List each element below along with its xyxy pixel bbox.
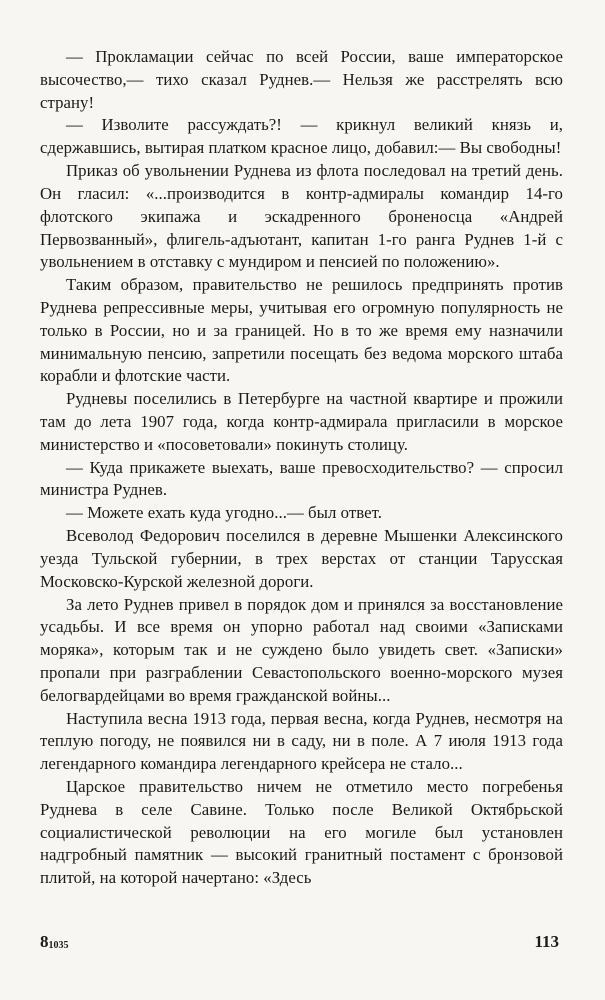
paragraph-10: Наступила весна 1913 года, первая весна, когда Руднев, несмотря на теплую погоду, не появился ни в саду, ни в поле. А 7 июля 1913 года легендарного командира легендарного крейсера не стало... [40,708,563,774]
paragraph-6: — Куда прикажете выехать, ваше превосходительство? — спросил министра Руднев. [40,457,563,500]
printer-signature [40,932,69,952]
paragraph-3: Приказ об увольнении Руднева из флота последовал на третий день. Он гласил: «...производится в контр-адмиралы командир 14-го флотского экипажа и эскадренного броненосца «Андрей Первозванный», флигель-адъютант, капитан 1-го ранга Руднев 1-й с увольнением в отставку с мундиром и пенсией по положению». [40,161,563,272]
paragraph-5: Рудневы поселились в Петербурге на частной квартире и прожили там до лета 1907 года, когда контр-адмирала пригласили в морское министерство и «посоветовали» покинуть столицу. [40,389,563,454]
page-number: 113 [534,932,559,951]
paragraph-11: Царское правительство ничем не отметило место погребенья Руднева в селе Савине. Только после Великой Октябрьской социалистической революции на его могиле был установлен надгробный памятник — высокий гранитный постамент с бронзовой плитой, на которой начертано: «Здесь [40,777,563,888]
paragraph-9: За лето Руднев привел в порядок дом и принялся за восстановление усадьбы. И все время он упорно работал над своими «Записками моряка», которым так и не суждено было увидеть свет. «Записки» пропали при разграблении Севастопольского военно-морского музея белогвардейцами во время гражданской войны... [40,594,563,705]
paragraph-2: — Изволите рассуждать?! — крикнул великий князь и, сдержавшись, вытирая платком красное лицо, добавил:— Вы свободны! [40,115,563,158]
paragraph-7: — Можете ехать куда угодно...— был ответ. [66,503,382,523]
signature-subscript: 1035 [48,940,69,951]
page-footer [40,932,563,954]
paragraph-4: Таким образом, правительство не решилось предпринять против Руднева репрессивные меры, учитывая его огромную популярность не только в России, но и за границей. Но в то же время ему назначили минимальную пенсию, запретили посещать без ведома морского штаба корабли и флотские части. [40,275,563,386]
page-body [40,46,563,890]
signature-mark: 8 [40,932,49,951]
paragraph-1: — Прокламации сейчас по всей России, ваше императорское высочество,— тихо сказал Руднев.— Нельзя же расстрелять всю страну! [40,47,563,112]
paragraph-8: Всеволод Федорович поселился в деревне Мышенки Алексинского уезда Тульской губернии, в трех верстах от станции Тарусская Московско-Курской железной дороги. [40,526,563,591]
